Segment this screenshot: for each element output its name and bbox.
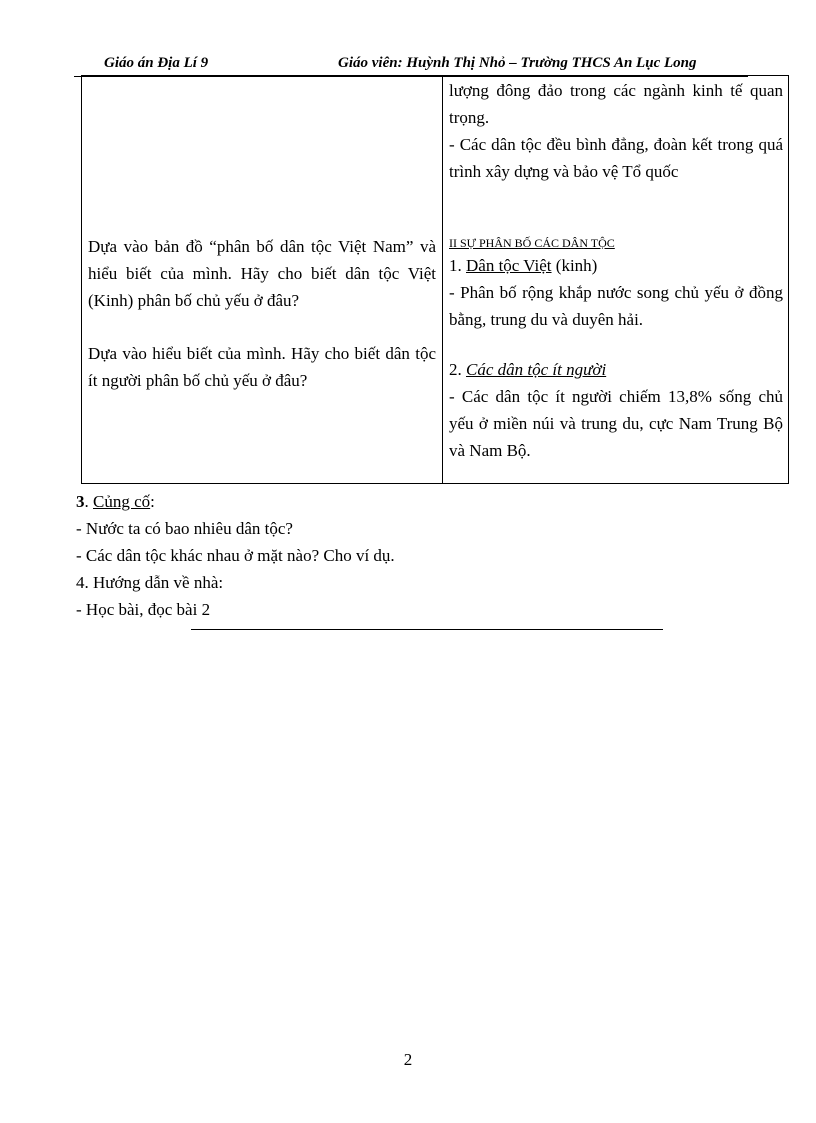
homework-heading: 4. Hướng dẫn về nhà: — [76, 573, 224, 592]
subheading-viet-title: Dân tộc Việt — [466, 256, 552, 275]
consolidation-title: Củng cố — [93, 492, 151, 511]
content-viet-distribution: - Phân bố rộng khắp nước song chủ yếu ở đồng bằng, trung du và duyên hải. — [449, 283, 783, 329]
consolidation-number: 3 — [76, 492, 85, 511]
table-row — [82, 76, 789, 484]
subheading-viet — [449, 252, 783, 279]
content-equality-text: - Các dân tộc đều bình đẳng, đoàn kết trong quá trình xây dựng và bảo vệ Tổ quốc — [449, 135, 783, 181]
teacher-activity-cell — [82, 76, 443, 484]
lesson-table — [81, 75, 789, 484]
list-item: - Học bài, đọc bài 2 — [76, 600, 211, 619]
list-item: - Các dân tộc khác nhau ở mặt nào? Cho ví dụ. — [76, 546, 395, 565]
page-header — [74, 52, 748, 77]
subheading-minorities-title: Các dân tộc ít người — [466, 360, 607, 379]
page-number: 2 — [403, 1050, 413, 1069]
question-viet-distribution: Dựa vào bản đồ “phân bố dân tộc Việt Nam” và hiểu biết của mình. Hãy cho biết dân tộc Việt (Kinh) phân bố chủ yếu ở đâu? — [88, 237, 436, 310]
content-minorities-distribution: - Các dân tộc ít người chiếm 13,8% sống chủ yếu ở miền núi và trung du, cực Nam Trung Bộ và Nam Bộ. — [449, 387, 783, 460]
end-divider — [191, 629, 663, 630]
section-heading-distribution: II SỰ PHÂN BỐ CÁC DÂN TỘC — [449, 236, 615, 250]
question-minority-distribution: Dựa vào hiểu biết của mình. Hãy cho biết dân tộc ít người phân bố chủ yếu ở đâu? — [88, 344, 436, 390]
header-subject: Giáo án Địa Lí 9 — [104, 55, 209, 71]
post-lesson-section — [76, 488, 776, 623]
content-cell — [443, 76, 789, 484]
subheading-minorities — [449, 356, 783, 383]
consolidation-colon: : — [150, 492, 155, 511]
list-item: - Nước ta có bao nhiêu dân tộc? — [76, 519, 293, 538]
consolidation-heading — [76, 488, 776, 515]
subheading-minorities-number: 2. — [449, 360, 466, 379]
content-labor-text: lượng đông đảo trong các ngành kinh tế quan trọng. — [449, 81, 783, 127]
subheading-viet-number: 1. — [449, 256, 466, 275]
subheading-viet-suffix: (kinh) — [551, 256, 598, 275]
header-teacher-school: Giáo viên: Huỳnh Thị Nhỏ – Trường THCS An Lục Long — [338, 55, 697, 71]
consolidation-sep: . — [84, 492, 93, 511]
